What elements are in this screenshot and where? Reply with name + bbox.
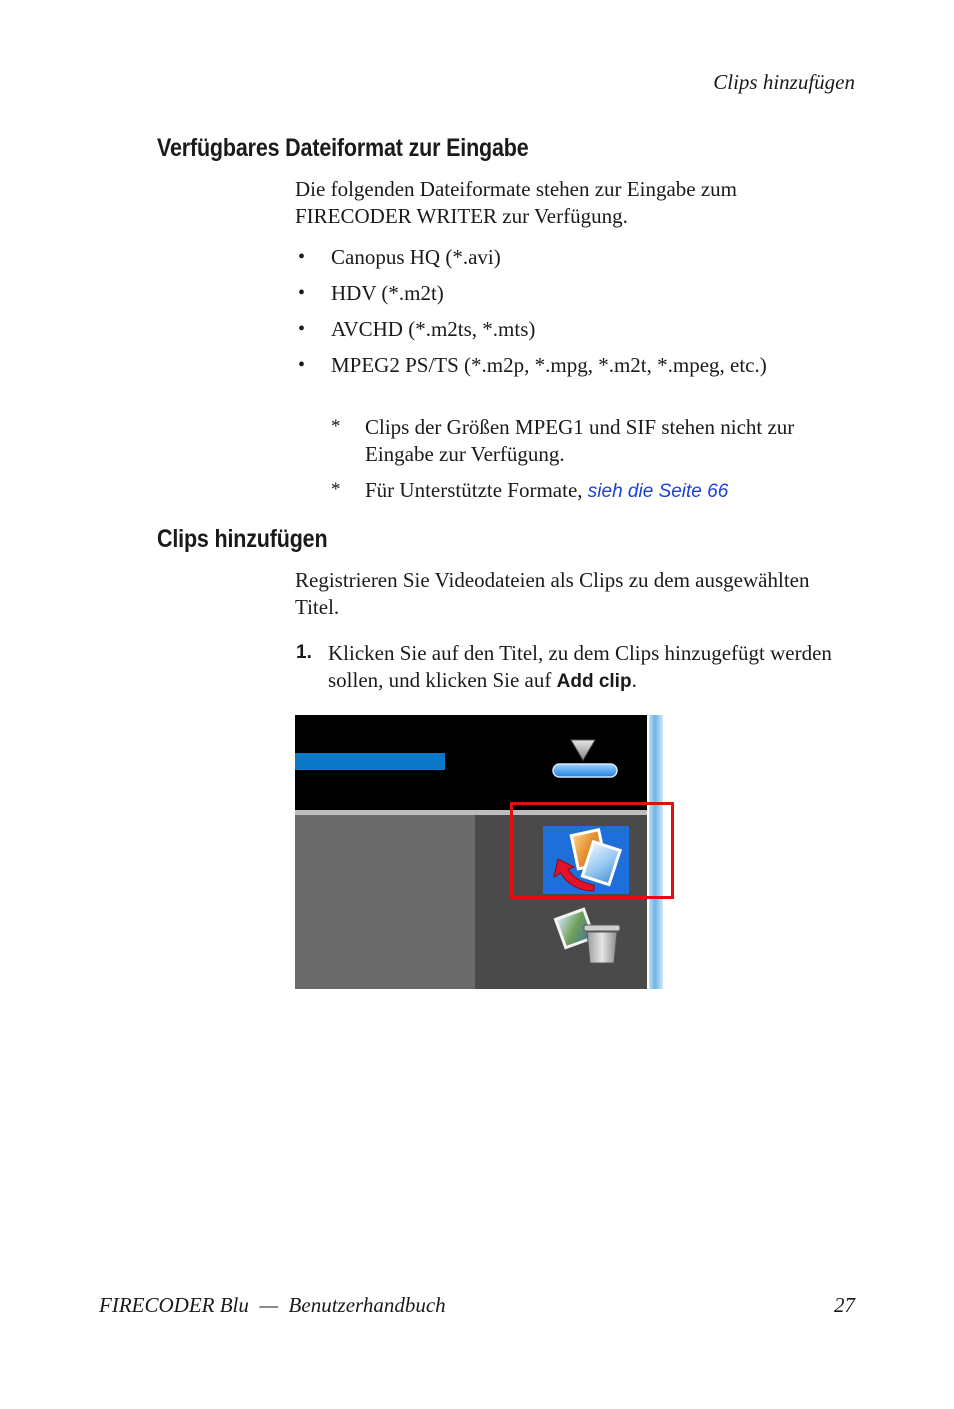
note-text: Clips der Größen MPEG1 und SIF stehen nicht zur Eingabe zur Verfügung. <box>365 415 795 466</box>
list-item: MPEG2 PS/TS (*.m2p, *.mpg, *.m2t, *.mpeg, etc.) <box>331 353 767 377</box>
section2-intro: Registrieren Sie Videodateien als Clips zu dem ausgewählten Titel. <box>295 568 810 619</box>
delete-clip-icon[interactable] <box>552 905 622 967</box>
note-marker: * <box>331 416 341 437</box>
step-suffix: . <box>631 668 637 692</box>
eject-icon[interactable] <box>550 737 620 781</box>
page-reference-link[interactable]: sieh die Seite 66 <box>587 481 729 502</box>
selected-title-bar <box>295 753 445 770</box>
footer-book-title: FIRECODER Blu — Benutzerhandbuch <box>99 1293 446 1317</box>
step-instruction: Klicken Sie auf den Titel, zu dem Clips hinzugefügt werden sollen, und klicken Sie auf <box>328 641 832 692</box>
note-marker: * <box>331 479 341 500</box>
clip-list-panel <box>295 815 475 989</box>
note-text-prefix: Für Unterstützte Formate, <box>365 478 583 502</box>
section-title-file-formats: Verfügbares Dateiformat zur Eingabe <box>157 134 529 162</box>
note-text <box>365 477 865 505</box>
section1-intro: Die folgenden Dateiformate stehen zur Eingabe zum FIRECODER WRITER zur Verfügung. <box>295 177 737 228</box>
list-item: AVCHD (*.m2ts, *.mts) <box>331 317 536 341</box>
bullet-dot: • <box>298 354 306 376</box>
page-number: 27 <box>834 1293 855 1317</box>
running-header: Clips hinzufügen <box>713 70 855 94</box>
section-title-add-clips: Clips hinzufügen <box>157 525 328 553</box>
list-item: HDV (*.m2t) <box>331 281 444 305</box>
ui-term-add-clip: Add clip <box>556 671 632 692</box>
bullet-dot: • <box>298 246 306 268</box>
bullet-dot: • <box>298 282 306 304</box>
step-number: 1. <box>296 642 312 663</box>
list-item: Canopus HQ (*.avi) <box>331 245 501 269</box>
add-clip-highlight <box>510 802 674 899</box>
bullet-dot: • <box>298 318 306 340</box>
step-text <box>328 640 858 695</box>
